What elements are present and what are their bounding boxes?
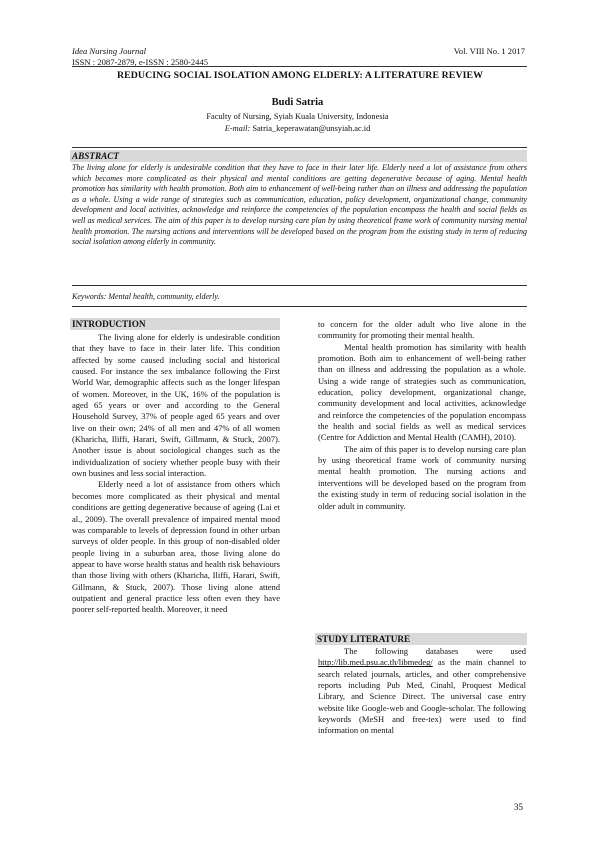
right-column-top [318, 319, 526, 512]
intro-paragraph-2: Elderly need a lot of assistance from others which becomes more complicated as their physical and mental conditions are getting degenerative because of ageing (Lai et al., 2009). The overall prevalence of impaired mental mood was comparable to levels of depression found in other urban surveys of older people. In this group of non-disabled older people living in a suburban area, those living alone do appear to have worse health status and health risk behaviours than those living with others (Kharicha, Iliffi, Harari, Swift, Gillmann, & Stuck, 2007). Those living alone attend outpatient and general practice less often even they have poorer self-reported health. Moreover, it need [72, 479, 280, 615]
author-email: Satria_keperawatan@unsyiah.ac.id [252, 124, 371, 133]
intro-paragraph-5: The aim of this paper is to develop nursing care plan by using theoretical frame work of community nursing mental health promotion. The nursing actions and interventions will be developed based on the program from the existing study in term of reducing social isolation in the older adult in community. [318, 443, 526, 511]
email-label: E-mail: [224, 124, 251, 133]
study-literature-heading: STUDY LITERATURE [315, 633, 527, 645]
study-text-before-link: The following databases were used [344, 646, 526, 656]
intro-paragraph-4: Mental health promotion has similarity with health promotion. Both aim to enhancement of well-being rather than on illness and addressing the population as a whole. Using a wide range of strategies such as communication, education, policy development, organizational change, community development and local activities, acknowledge and reinforce the competencies of the population encompass the health and social fields as well as medical services (Centre for Addiction and Mental Health (CAMH), 2010). [318, 341, 526, 443]
left-column [72, 332, 280, 616]
intro-paragraph-3: to concern for the older adult who live alone in the community for promoting their mental health. [318, 319, 526, 341]
journal-name: Idea Nursing Journal [72, 46, 146, 56]
keywords-rule [72, 306, 527, 307]
abstract-heading: ABSTRACT [70, 150, 527, 162]
database-link[interactable]: http://lib.med.psu.ac.th/libmedeg/ [318, 657, 433, 668]
author-name: Budi Satria [271, 97, 324, 108]
header-rule [72, 66, 527, 67]
study-paragraph-1 [318, 646, 526, 737]
volume-info: Vol. VIII No. 1 2017 [453, 46, 525, 56]
running-header [72, 46, 208, 67]
abstract-bottom-rule [72, 285, 527, 286]
author-email-line [0, 124, 595, 133]
intro-paragraph-1: The living alone for elderly is undesirable condition that they have to face in their later life. This condition affected by some caused including social and historical caused. For instance the sex imbalance following the First World War, demographic affects such as the longer lifespan of women. Moreover, in the UK, 16% of the population is aged 65 years or over and according to the General Household Survey, 37% of people aged 65 years and over live on their own; 24% of all men and 47% of all women (Kharicha, Iliffi, Harari, Swift, Gillmann, & Stuck, 2007). Another issue is about sociological changes such as the individualization of society whether people busy with their own busines and less social interaction. [72, 332, 280, 479]
right-column-bottom [318, 646, 526, 737]
abstract-text: The living alone for elderly is undesirable condition that they have to face in their later life. Elderly need a lot of assistance from others which becomes more complicated as their physical and mental conditions are getting degenerative because of aging. Mental health promotion has similarity with health promotion. Both aim to enhancement of well-being rather than on illness and addressing the population as a whole. Using a wide range of strategies such as communication, education, policy development, organizational change, community development and local activities, acknowledge and reinforce the competencies of the population encompass the health and social fields as well as medical services. The aim of this paper is to develop nursing care plan by using theoretical frame work of community nursing mental health promotion. The nursing actions and interventions will be developed based on the program from the existing study in term of reducing social isolation among elderly in community. [72, 163, 527, 247]
author-affiliation: Faculty of Nursing, Syiah Kuala University, Indonesia [206, 112, 389, 121]
study-text-after-link: as the main channel to search related journals, articles, and other comprehensive reports including Pub Med, Cinahl, Proquest Medical Library, and Science Direct. The universal case entry website like Google-web and Google-scholar. The following keywords (MeSH and free-tex) were used to find information on mental [318, 657, 526, 736]
introduction-heading: INTRODUCTION [70, 318, 280, 330]
issn-line: ISSN : 2087-2879, e-ISSN : 2580-2445 [72, 56, 209, 67]
keywords: Keywords: Mental health, community, elderly. [72, 292, 220, 301]
paper-title: REDUCING SOCIAL ISOLATION AMONG ELDERLY: A LITERATURE REVIEW [116, 70, 484, 81]
page-number: 35 [514, 802, 523, 812]
abstract-top-rule [72, 147, 527, 148]
